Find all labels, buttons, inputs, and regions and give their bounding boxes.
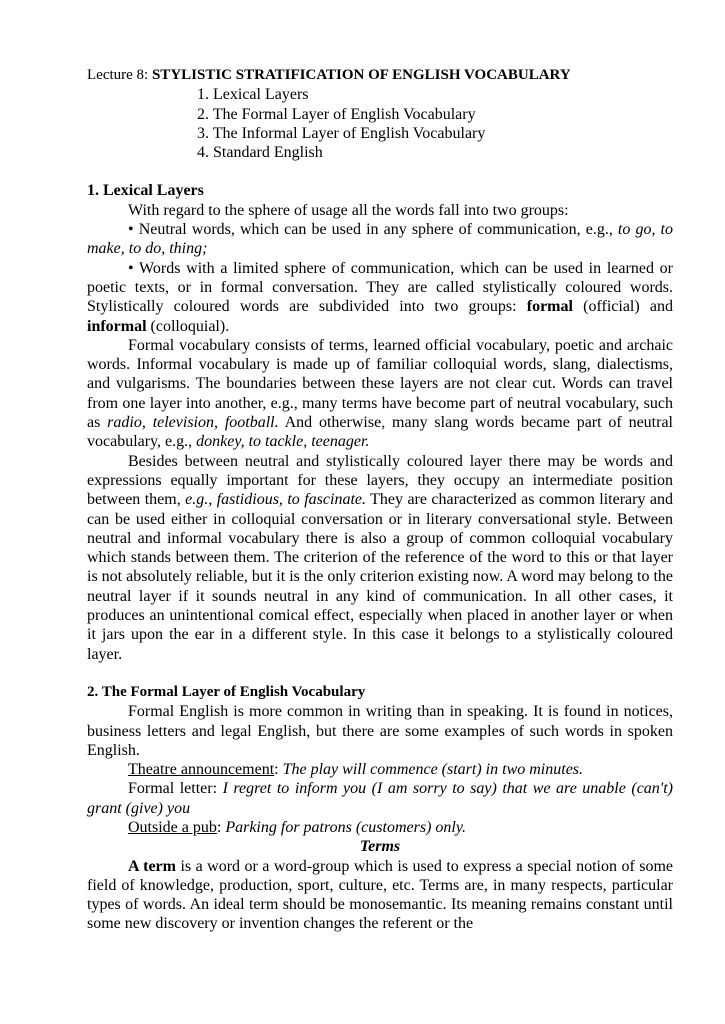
toc-item: 3. The Informal Layer of English Vocabulary: [197, 124, 486, 142]
paragraph: [87, 336, 673, 452]
text-run: Besides between neutral and stylistically coloured layer there may be words and expressions equally important for these layers, they occupy an intermediate position between them,: [87, 452, 673, 509]
text-run: They are characterized as common literary and can be used either in colloquial conversation or in literary conversational style. Between neutral and informal vocabulary there is also a group of common colloquial vocabulary which stands between them. The criterion of the reference of the word to this or that layer is not absolutely reliable, but it is the only criterion existing now. A word may belong to the neutral layer if it sounds neutral in any kind of communication. In all other cases, it produces an unintentional comical effect, especially when placed in another layer or when it jars upon the ear in a different style. In this case it belongs to a stylistically coloured layer.: [87, 491, 673, 663]
example-label: Formal letter:: [128, 780, 223, 798]
paragraph: [87, 857, 673, 934]
example-text: radio, television, football.: [107, 414, 279, 432]
document-page: [87, 66, 673, 934]
bullet-limited-words: [87, 259, 673, 336]
toc-item: 2. The Formal Layer of English Vocabulary: [197, 105, 476, 123]
example-label: Theatre announcement: [128, 761, 275, 779]
example-label: Outside a pub: [128, 818, 217, 836]
text-run: :: [216, 818, 226, 836]
example-text: Parking for patrons (customers) only.: [225, 818, 467, 836]
toc-item: 4. Standard English: [197, 144, 323, 162]
bullet-neutral-words: [87, 220, 673, 259]
paragraph: [87, 452, 673, 664]
term-formal: formal: [526, 298, 573, 316]
toc-item: 1. Lexical Layers: [197, 86, 309, 104]
paragraph: Formal English is more common in writing than in speaking. It is found in notices, business letters and legal English, but there are some examples of such words in spoken English.: [87, 703, 673, 759]
lecture-prefix: Lecture 8:: [87, 67, 152, 83]
bullet-examples: to go, to make, to do, thing;: [87, 221, 674, 258]
text-run: is a word or a word-group which is used to express a special notion of some field of knowledge, production, sport, culture, etc. Terms are, in many respects, particular types of words. An ideal term should be monosemantic. Its meaning remains constant until some new discovery or invention changes the referent or the: [87, 857, 674, 933]
bullet-text: • Neutral words, which can be used in any sphere of communication, e.g.,: [128, 221, 618, 239]
text-run: (colloquial).: [146, 317, 230, 335]
lecture-heading: STYLISTIC STRATIFICATION OF ENGLISH VOCABULARY: [151, 67, 571, 83]
text-run: (official) and: [572, 298, 673, 316]
example-text: donkey, to tackle, teenager.: [196, 433, 370, 451]
text-run: And otherwise, many slang words became part of neutral vocabulary, e.g.,: [87, 414, 673, 451]
term-informal: informal: [87, 317, 147, 335]
example-text: The play will commence (start) in two minutes.: [282, 761, 584, 779]
text-run: Formal vocabulary consists of terms, learned official vocabulary, poetic and archaic words. Informal vocabulary is made up of familiar colloquial words, slang, dialectisms, and vulgarisms. The boundaries between these layers are not clear cut. Words can travel from one layer into another, e.g., many terms have become part of neutral vocabulary, such as: [87, 336, 673, 432]
lecture-title: [87, 66, 673, 85]
section-heading-lexical-layers: 1. Lexical Layers: [87, 182, 204, 200]
example-text: I regret to inform you (I am sorry to say) that we are unable (can't) grant (give) you: [87, 780, 674, 817]
section-heading-formal-layer: 2. The Formal Layer of English Vocabulary: [87, 683, 366, 700]
example-text: e.g., fastidious, to fascinate.: [185, 491, 366, 509]
table-of-contents: [87, 85, 673, 162]
text-run: :: [274, 761, 283, 779]
example-theatre: [87, 760, 673, 779]
terms-heading-text: Terms: [359, 838, 401, 856]
bullet-text: • Words with a limited sphere of communication, which can be used in learned or poetic texts, or in formal conversation. They are called stylistically coloured words. Stylistically coloured words are subdivided into two groups:: [87, 259, 673, 316]
example-pub: [87, 818, 673, 837]
paragraph: With regard to the sphere of usage all the words fall into two groups:: [128, 201, 569, 219]
example-letter: [87, 779, 673, 818]
term-bold: A term: [128, 857, 176, 875]
terms-heading: [87, 837, 673, 856]
